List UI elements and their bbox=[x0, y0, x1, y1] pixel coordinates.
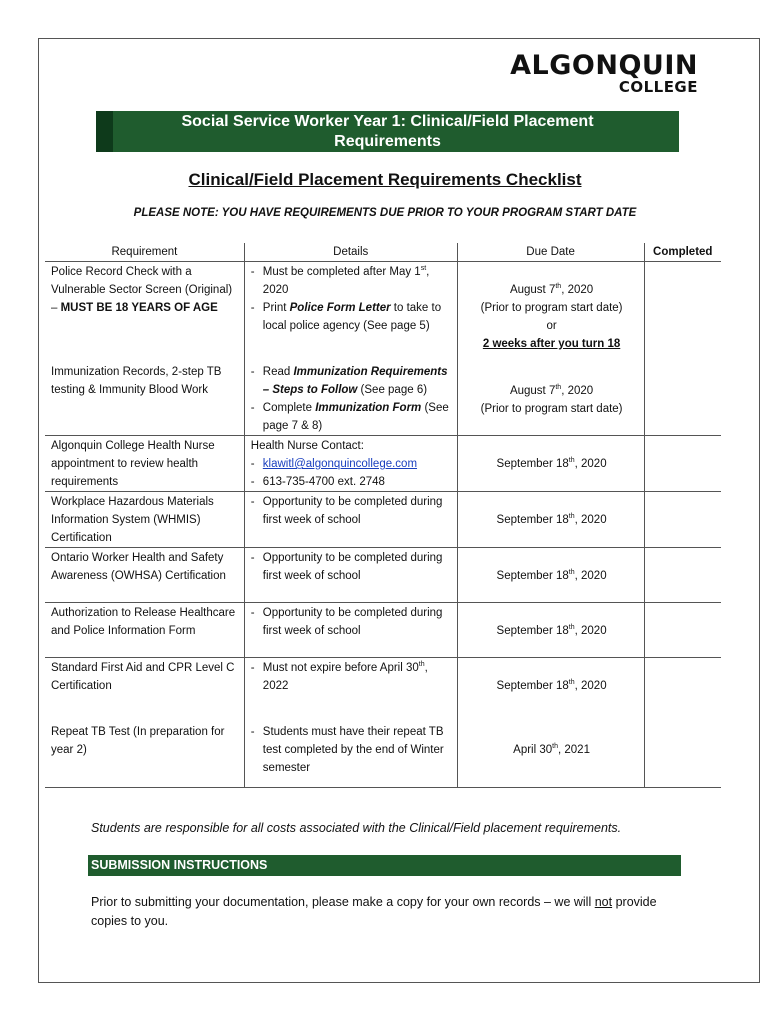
details-cell: Health Nurse Contact: - klawitl@algonquincollege.com - 613-735-4700 ext. 2748 bbox=[244, 436, 457, 492]
completed-cell[interactable] bbox=[644, 658, 721, 713]
requirement-cell: Algonquin College Health Nurse appointment to review health requirements bbox=[45, 436, 244, 492]
cost-responsibility-note: Students are responsible for all costs associated with the Clinical/Field placement requirements. bbox=[91, 821, 622, 835]
submission-instructions: Prior to submitting your documentation, please make a copy for your own records – we will not provide copies to you. bbox=[91, 895, 657, 928]
details-cell: - Read Immunization Requirements – Steps to Follow (See page 6) - Complete Immunization Form (See page 7 & 8) bbox=[244, 353, 457, 436]
due-date-cell: September 18th, 2020 bbox=[457, 436, 644, 492]
submission-heading: SUBMISSION INSTRUCTIONS bbox=[88, 855, 681, 876]
details-cell: - Opportunity to be completed during first week of school bbox=[244, 492, 457, 548]
completed-cell[interactable] bbox=[644, 436, 721, 492]
table-row bbox=[45, 436, 721, 492]
title-banner-stripe bbox=[96, 111, 113, 152]
due-date-cell: August 7th, 2020 (Prior to program start date) or 2 weeks after you turn 18 bbox=[457, 262, 644, 354]
table-row bbox=[45, 492, 721, 548]
due-date-cell: April 30th, 2021 bbox=[457, 713, 644, 788]
document-title bbox=[96, 111, 679, 152]
table-row bbox=[45, 603, 721, 658]
completed-cell[interactable] bbox=[644, 353, 721, 436]
program-start-note: PLEASE NOTE: YOU HAVE REQUIREMENTS DUE PRIOR TO YOUR PROGRAM START DATE bbox=[133, 207, 637, 219]
table-row bbox=[45, 658, 721, 713]
completed-cell[interactable] bbox=[644, 603, 721, 658]
due-date-cell: August 7th, 2020 (Prior to program start date) bbox=[457, 353, 644, 436]
header-due-date: Due Date bbox=[457, 243, 644, 262]
header-completed: Completed bbox=[644, 243, 721, 262]
table-header-row bbox=[45, 243, 721, 262]
due-date-cell: September 18th, 2020 bbox=[457, 548, 644, 603]
due-date-cell: September 18th, 2020 bbox=[457, 492, 644, 548]
table-row bbox=[45, 353, 721, 436]
logo-wordmark: ALGONQUIN bbox=[510, 50, 698, 81]
college-logo bbox=[510, 52, 698, 95]
details-cell: - Opportunity to be completed during first week of school bbox=[244, 603, 457, 658]
header-requirement: Requirement bbox=[111, 246, 178, 258]
due-date-cell: September 18th, 2020 bbox=[457, 658, 644, 713]
completed-cell[interactable] bbox=[644, 492, 721, 548]
header-details: Details bbox=[244, 243, 457, 262]
requirement-cell: Police Record Check with a Vulnerable Sector Screen (Original) – MUST BE 18 YEARS OF AGE bbox=[45, 262, 244, 354]
requirements-table bbox=[45, 243, 721, 789]
requirement-cell: Ontario Worker Health and Safety Awareness (OWHSA) Certification bbox=[45, 548, 244, 603]
details-cell: - Must not expire before April 30th, 2022 bbox=[244, 658, 457, 713]
table-row bbox=[45, 713, 721, 788]
requirement-cell: Standard First Aid and CPR Level C Certification bbox=[45, 658, 244, 713]
table-row bbox=[45, 548, 721, 603]
completed-cell[interactable] bbox=[644, 262, 721, 354]
title-line-2: Requirements bbox=[334, 133, 441, 150]
due-date-cell: September 18th, 2020 bbox=[457, 603, 644, 658]
details-cell: - Students must have their repeat TB test completed by the end of Winter semester bbox=[244, 713, 457, 788]
completed-cell[interactable] bbox=[644, 713, 721, 788]
title-line-1: Social Service Worker Year 1: Clinical/Field Placement bbox=[181, 113, 594, 130]
completed-cell[interactable] bbox=[644, 548, 721, 603]
requirement-cell: Authorization to Release Healthcare and Police Information Form bbox=[45, 603, 244, 658]
logo-subtitle: COLLEGE bbox=[618, 78, 698, 96]
requirement-cell: Immunization Records, 2-step TB testing & Immunity Blood Work bbox=[51, 366, 222, 396]
table-bottom-border bbox=[45, 788, 721, 790]
nurse-email-link[interactable]: klawitl@algonquincollege.com bbox=[262, 458, 418, 470]
details-cell: - Must be completed after May 1st, 2020 - Print Police Form Letter to take to local police agency (See page 5) bbox=[244, 262, 457, 354]
requirement-cell: Workplace Hazardous Materials Information System (WHMIS) Certification bbox=[45, 492, 244, 548]
checklist-title: Clinical/Field Placement Requirements Checklist bbox=[188, 170, 582, 189]
requirement-cell: Repeat TB Test (In preparation for year 2) bbox=[51, 725, 225, 756]
table-row bbox=[45, 262, 721, 354]
details-cell: - Opportunity to be completed during first week of school bbox=[244, 548, 457, 603]
